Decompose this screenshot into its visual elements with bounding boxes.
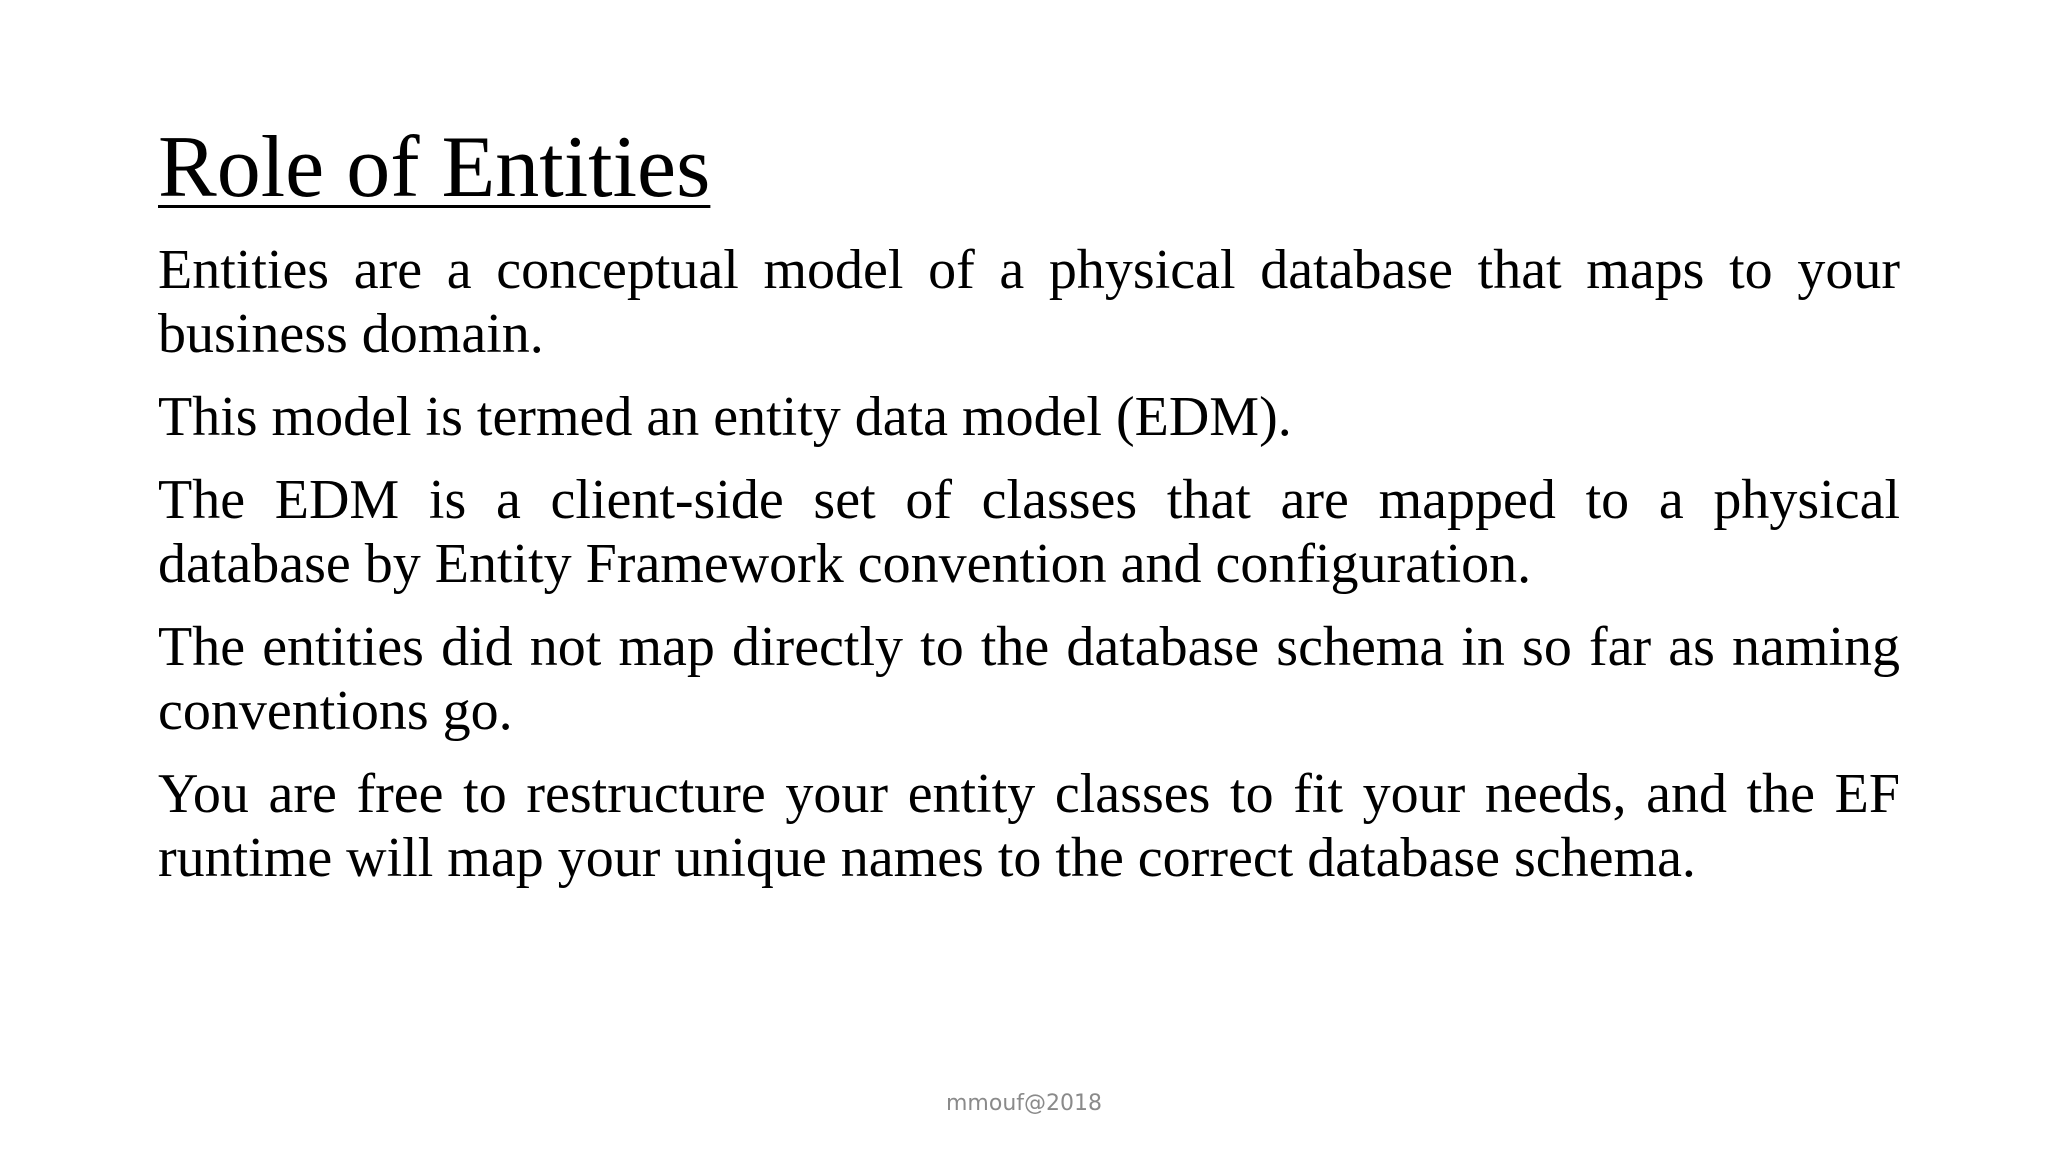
paragraph-entities-definition: Entities are a conceptual model of a physical database that maps to your business domain. bbox=[158, 239, 1900, 365]
paragraph-edm-classes: The EDM is a client-side set of classes that are mapped to a physical database by Entity Framework convention and configuration. bbox=[158, 469, 1900, 595]
slide-body bbox=[158, 238, 1900, 909]
slide-title: Role of Entities bbox=[158, 119, 711, 216]
paragraph-edm-term: This model is termed an entity data model (EDM). bbox=[158, 386, 1292, 448]
paragraph-restructure-classes: You are free to restructure your entity classes to fit your needs, and the EF runtime will map your unique names to the correct database schema. bbox=[158, 763, 1900, 889]
footer-text: mmouf@2018 bbox=[946, 1091, 1102, 1116]
paragraph-naming-conventions: The entities did not map directly to the database schema in so far as naming conventions go. bbox=[158, 616, 1900, 742]
